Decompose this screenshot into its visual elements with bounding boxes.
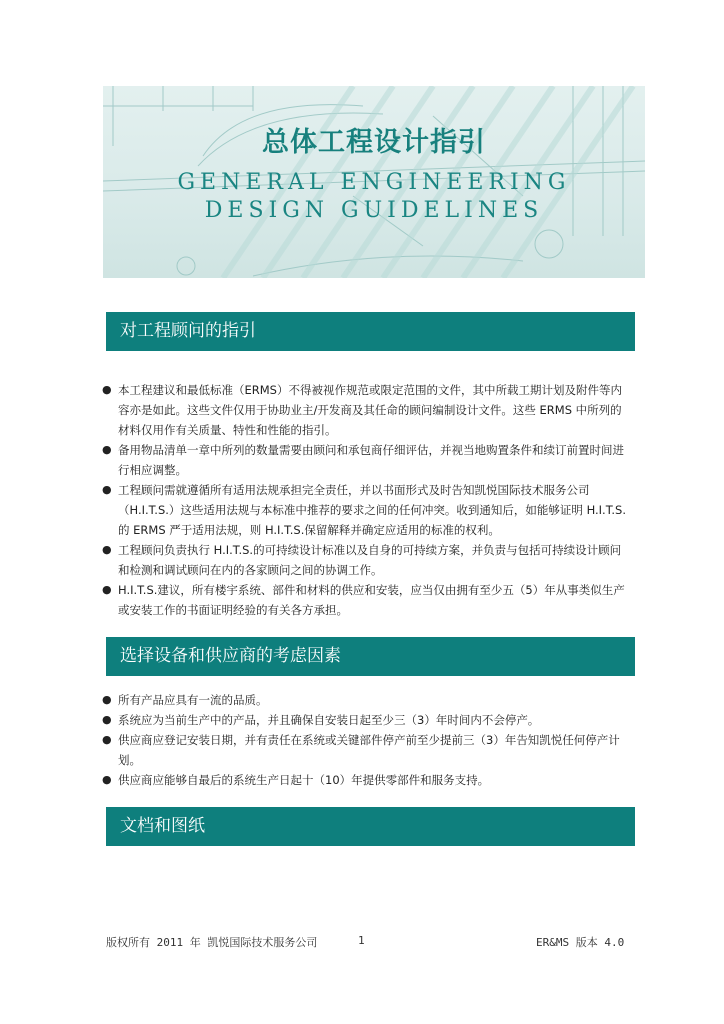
list-item: ● 工程顾问负责执行 H.I.T.S.的可持续设计标准以及自身的可持续方案，并负责与包括可持续设计顾问和检测和调试顾问在内的各家顾问之间的协调工作。 <box>100 540 630 580</box>
footer-copyright: 版权所有 2011 年 凯悦国际技术服务公司 <box>106 936 318 949</box>
bullet-icon: ● <box>102 693 112 706</box>
bullet-icon: ● <box>102 383 112 396</box>
bullet-icon: ● <box>102 483 112 496</box>
list-item: ● 供应商应能够自最后的系统生产日起十（10）年提供零部件和服务支持。 <box>100 770 630 790</box>
list-item: ● 供应商应登记安装日期，并有责任在系统或关键部件停产前至少提前三（3）年告知凯悦任何停产计划。 <box>100 730 630 770</box>
title-banner <box>103 86 645 278</box>
bullet-list-equipment-suppliers <box>100 690 630 790</box>
footer-version: ER&MS 版本 4.0 <box>536 936 625 949</box>
document-title-en-line1: GENERAL ENGINEERING <box>177 170 571 195</box>
list-item: ● H.I.T.S.建议，所有楼宇系统、部件和材料的供应和安装，应当仅由拥有至少五（5）年从事类似生产或安装工作的书面证明经验的有关各方承担。 <box>100 580 630 620</box>
document-title-en-line2: DESIGN GUIDELINES <box>204 198 544 223</box>
bullet-icon: ● <box>102 543 112 556</box>
bullet-icon: ● <box>102 443 112 456</box>
list-item: ● 本工程建议和最低标准（ERMS）不得被视作规范或限定范围的文件，其中所载工期计划及附件等内容亦是如此。这些文件仅用于协助业主/开发商及其任命的顾问编制设计文件。这些 ERMS 中所列的材料仅用作有关质量、特性和性能的指引。 <box>100 380 630 440</box>
bullet-icon: ● <box>102 733 112 746</box>
bullet-list-consultant-guidelines <box>100 380 630 620</box>
list-item: ● 系统应为当前生产中的产品，并且确保自安装日起至少三（3）年时间内不会停产。 <box>100 710 630 730</box>
bullet-icon: ● <box>102 773 112 786</box>
section-heading-equipment-suppliers: 选择设备和供应商的考虑因素 <box>106 637 635 676</box>
section-heading-consultant-guidelines: 对工程顾问的指引 <box>106 312 635 351</box>
list-item: ● 备用物品清单一章中所列的数量需要由顾问和承包商仔细评估，并视当地购置条件和续订前置时间进行相应调整。 <box>100 440 630 480</box>
list-item: ● 所有产品应具有一流的品质。 <box>100 690 630 710</box>
document-title: 总体工程设计指引 <box>262 127 486 158</box>
bullet-icon: ● <box>102 713 112 726</box>
list-item: ● 工程顾问需就遵循所有适用法规承担完全责任，并以书面形式及时告知凯悦国际技术服务公司（H.I.T.S.）这些适用法规与本标准中推荐的要求之间的任何冲突。收到通知后，如能够证明 H.I.T.S.的 ERMS 严于适用法规，则 H.I.T.S.保留解释并确定应适用的标准的权利。 <box>100 480 630 540</box>
footer-page-number: 1 <box>358 934 365 947</box>
bullet-icon: ● <box>102 583 112 596</box>
section-heading-documents-drawings: 文档和图纸 <box>106 807 635 846</box>
